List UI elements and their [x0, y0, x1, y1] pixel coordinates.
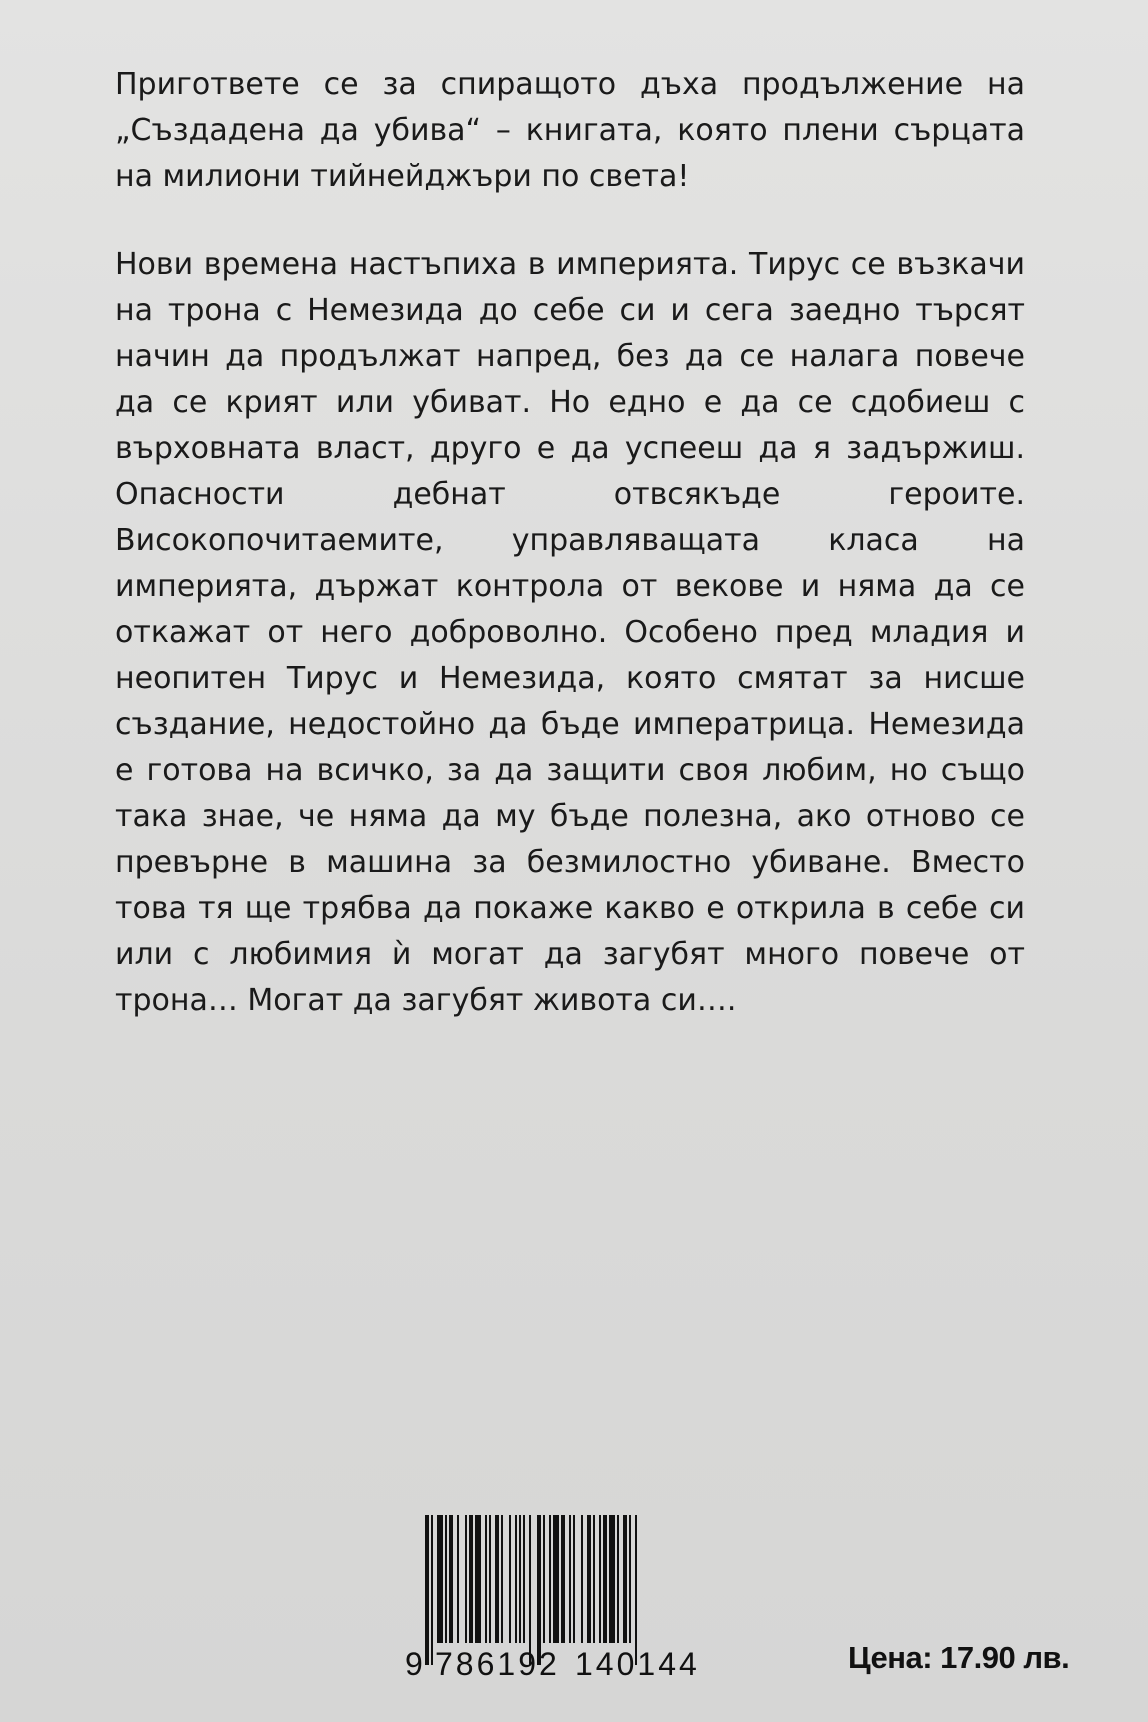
barcode-bars: [425, 1515, 715, 1665]
barcode-bar: [475, 1515, 481, 1643]
barcode-bar: [593, 1515, 595, 1643]
barcode-bar: [617, 1515, 619, 1643]
barcode-bar: [437, 1515, 443, 1643]
barcode-bar: [449, 1515, 453, 1643]
barcode-bar: [629, 1515, 631, 1643]
barcode-bar: [465, 1515, 467, 1643]
barcode-bar: [623, 1515, 627, 1643]
barcode-bar: [495, 1515, 499, 1643]
barcode-bar: [523, 1515, 525, 1643]
barcode-right-group: 140144: [575, 1646, 700, 1682]
intro-paragraph: Пригответе се за спиращото дъха продължение на „Създадена да убива“ – книгата, която плени сърцата на милиони тийнейджъри по света!: [115, 67, 1025, 194]
barcode-bar: [469, 1515, 473, 1643]
barcode-left-group: 786192: [435, 1646, 560, 1682]
barcode-bar: [519, 1515, 521, 1643]
barcode-bar: [599, 1515, 601, 1643]
description-paragraph: Нови времена настъпиха в империята. Тирус се възкачи на трона с Немезида до себе си и сега заедно търсят начин да продължат напред, без да се налага повече да се крият или убиват. Но едно е да се сдобиеш с върховната власт, друго е да успееш да я задържиш. Опасности дебнат отвсякъде героите. Високопочитаемите, управляващата класа на империята, държат контрола от векове и няма да се откажат от него доброволно. Особено пред младия и неопитен Тирус и Немезида, която смятат за нисше създание, недостойно да бъде императрица. Немезида е готова на всичко, за да защити своя любим, но също така знае, че няма да му бъде полезна, ако отново се превърне в машина за безмилостно убиване. Вместо това тя ще трябва да покаже какво е открила в себе си или с любимия ѝ могат да загубят много повече от трона… Могат да загубят живота си….: [115, 247, 1025, 1018]
barcode-bar: [609, 1515, 615, 1643]
barcode-bar: [485, 1515, 487, 1643]
isbn-barcode: [405, 1515, 725, 1680]
barcode-bar: [529, 1515, 531, 1665]
blurb-text: [115, 62, 1025, 1024]
barcode-bar: [561, 1515, 565, 1643]
price-label: Цена: 17.90 лв.: [848, 1640, 1070, 1675]
barcode-bar: [635, 1515, 637, 1665]
barcode-bar: [425, 1515, 429, 1665]
barcode-first-digit: 9: [405, 1646, 426, 1682]
barcode-bar: [515, 1515, 517, 1643]
barcode-bar: [501, 1515, 503, 1643]
barcode-bar: [549, 1515, 551, 1643]
barcode-bar: [581, 1515, 583, 1643]
barcode-bar: [587, 1515, 591, 1643]
barcode-bar: [553, 1515, 559, 1643]
barcode-bar: [457, 1515, 459, 1643]
barcode-bar: [543, 1515, 545, 1643]
barcode-bar: [431, 1515, 433, 1665]
barcode-bar: [509, 1515, 511, 1643]
barcode-bar: [569, 1515, 571, 1643]
barcode-bar: [603, 1515, 607, 1643]
barcode-bar: [537, 1515, 541, 1665]
barcode-bar: [445, 1515, 447, 1643]
barcode-bar: [573, 1515, 575, 1643]
barcode-bar: [489, 1515, 491, 1643]
